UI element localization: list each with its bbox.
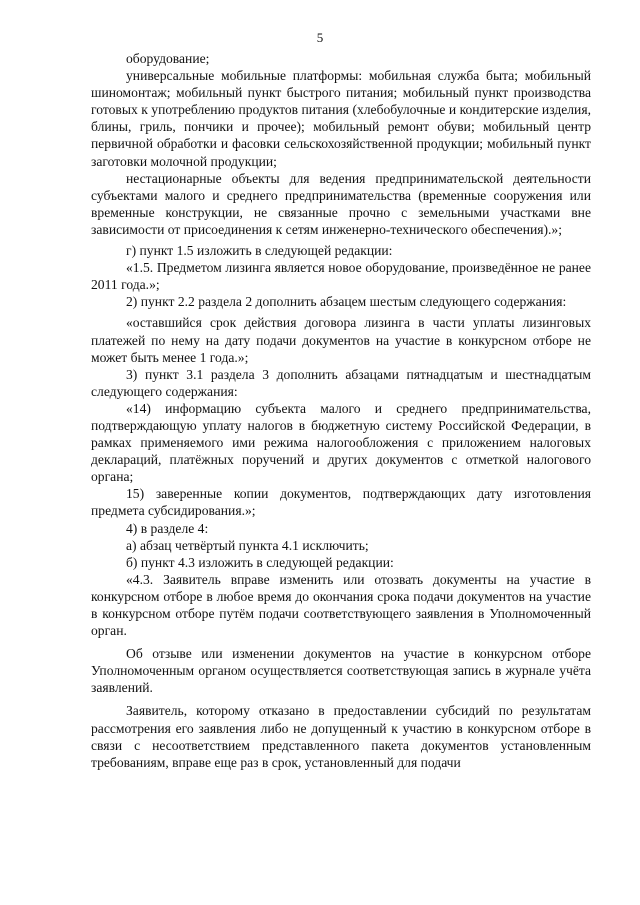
- paragraph: Об отзыве или изменении документов на участие в конкурсном отборе Уполномоченным органом осуществляется соответствующая запись в журнале учёта заявлений.: [91, 646, 591, 696]
- paragraph: нестационарные объекты для ведения предпринимательской деятельности субъектами малого и среднего предпринимательства (временные сооружения или временные конструкции, не связанные прочно с земельными участками вне зависимости от присоединения к сетям инженерно-технического обеспечения).»;: [91, 170, 591, 237]
- paragraph: г) пункт 1.5 изложить в следующей редакции:: [126, 243, 393, 259]
- document-body: [91, 50, 591, 771]
- paragraph: б) пункт 4.3 изложить в следующей редакции:: [126, 554, 394, 570]
- paragraph: оборудование;: [126, 51, 210, 66]
- page-number: 5: [316, 30, 324, 45]
- paragraph: Заявитель, которому отказано в предоставлении субсидий по результатам рассмотрения его заявления либо не допущенный к участию в конкурсном отборе в связи с несоответствием представленного пакета документов установленным требованиям, вправе еще раз в срок, установленный для подачи: [91, 703, 591, 770]
- paragraph: 3) пункт 3.1 раздела 3 дополнить абзацами пятнадцатым и шестнадцатым следующего содержания:: [91, 366, 591, 399]
- paragraph: «оставшийся срок действия договора лизинга в части уплаты лизинговых платежей по нему на дату подачи документов на участие в конкурсном отборе не может быть менее 1 года.»;: [91, 315, 591, 365]
- paragraph: универсальные мобильные платформы: мобильная служба быта; мобильный шиномонтаж; мобильный пункт быстрого питания; мобильный пункт производства готовых к употреблению продуктов питания (хлебобулочные и кондитерские изделия, блины, гриль, пончики и прочее); мобильный ремонт обуви; мобильный центр первичной обработки и фасовки сельскохозяйственной продукции; мобильный пункт заготовки молочной продукции;: [91, 68, 591, 169]
- paragraph: 4) в разделе 4:: [126, 520, 209, 536]
- paragraph: 2) пункт 2.2 раздела 2 дополнить абзацем шестым следующего содержания:: [126, 294, 567, 310]
- paragraph: а) абзац четвёртый пункта 4.1 исключить;: [126, 537, 369, 553]
- paragraph: «14) информацию субъекта малого и среднего предпринимательства, подтверждающую уплату налогов в бюджетную систему Российской Федерации, в рамках применяемого ими режима налогообложения с приложением налоговых деклараций, платёжных поручений и других документов с отметкой налогового органа;: [91, 400, 591, 485]
- paragraph: «1.5. Предметом лизинга является новое оборудование, произведённое не ранее 2011 года.»;: [91, 260, 591, 293]
- paragraph: 15) заверенные копии документов, подтверждающих дату изготовления предмета субсидирования.»;: [91, 486, 591, 519]
- paragraph: «4.3. Заявитель вправе изменить или отозвать документы на участие в конкурсном отборе в любое время до окончания срока подачи документов на участие в конкурсном отборе путём подачи соответствующего заявления в Уполномоченный орган.: [91, 571, 591, 639]
